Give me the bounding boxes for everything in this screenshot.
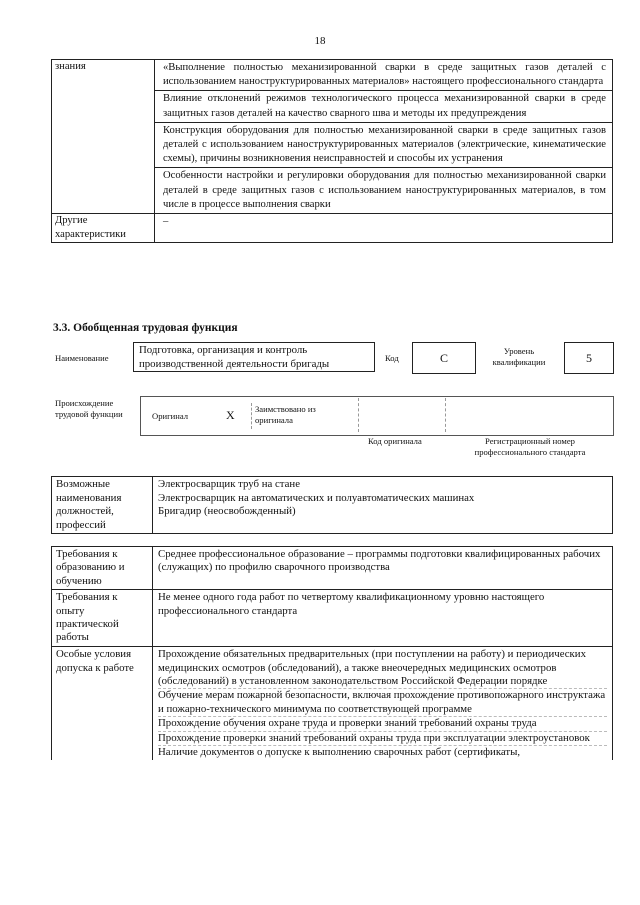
knowledge-item: Особенности настройки и регулировки оборудования для полностью механизированной сварки деталей в среде защитных газов с использованием наноструктурированных материалов, в том числе в процессе выполнения сварки	[155, 168, 613, 214]
positions-list	[153, 477, 613, 534]
level-label: Уровень квалификации	[492, 346, 546, 367]
registration-caption: Регистрационный номер профессионального стандарта	[474, 436, 586, 457]
list-item: Прохождение обучения охране труда и проверки знаний требований охраны труда	[158, 717, 607, 731]
divider	[358, 398, 359, 432]
other-characteristics-label: Другие характеристики	[52, 214, 155, 243]
knowledge-item: «Выполнение полностью механизированной сварки в среде защитных газов деталей с использованием наноструктурированных материалов» настоящего профессионального стандарта	[155, 60, 613, 91]
list-item: Прохождение проверки знаний требований охраны труда при эксплуатации электроустановок	[158, 732, 607, 746]
conditions-list	[153, 647, 613, 761]
code-value: С	[439, 351, 448, 365]
table-row	[52, 60, 613, 91]
original-mark: Х	[226, 408, 235, 422]
other-characteristics-value: –	[155, 214, 613, 243]
table-row	[52, 214, 613, 243]
list-item: Обучение мерам пожарной безопасности, включая прохождение противопожарного инструктажа и пожарно-технического минимума по соответствующей программе	[158, 689, 607, 717]
education-text: Среднее профессиональное образование – программы подготовки квалифицированных рабочих (служащих) по профилю сварочного производства	[153, 547, 613, 590]
list-item: Бригадир (неосвобожденный)	[158, 505, 296, 517]
list-item: Электросварщик на автоматических и полуавтоматических машинах	[158, 491, 475, 504]
divider	[445, 398, 446, 432]
table-row	[52, 647, 613, 761]
experience-label: Требования к опыту практической работы	[52, 590, 153, 647]
list-item: Прохождение обязательных предварительных (при поступлении на работу) и периодических медицинских осмотров (обследований), а также внеочередных медицинских осмотров (обследований) в установленном законодательством Российской Федерации порядке	[158, 648, 607, 689]
knowledge-label: знания	[52, 60, 155, 214]
original-label: Оригинал	[152, 411, 189, 421]
name-label: Наименование	[55, 353, 109, 363]
section-title: 3.3. Обобщенная трудовая функция	[53, 322, 238, 334]
requirements-table	[51, 546, 613, 760]
positions-table	[51, 476, 613, 534]
list-item: Электросварщик труб на стане	[158, 478, 300, 490]
borrowed-label: Заимствовано из оригинала	[255, 404, 316, 425]
knowledge-item: Влияние отклонений режимов технологического процесса механизированной сварки в среде защитных газов деталей на качество сварного шва и методы их предупреждения	[155, 91, 613, 122]
code-original-caption: Код оригинала	[368, 436, 422, 446]
education-label: Требования к образованию и обучению	[52, 547, 153, 590]
table-row	[52, 590, 613, 647]
level-box	[564, 342, 614, 374]
origin-box	[140, 396, 614, 436]
divider	[251, 403, 252, 429]
table-row	[52, 477, 613, 534]
code-box	[412, 342, 476, 374]
page-number: 18	[314, 35, 326, 47]
function-name-value: Подготовка, организация и контроль производственной деятельности бригады	[139, 344, 330, 370]
experience-text: Не менее одного года работ по четвертому квалификационному уровню настоящего профессионального стандарта	[153, 590, 613, 647]
level-value: 5	[586, 351, 592, 365]
table-row	[52, 547, 613, 590]
list-item: Наличие документов о допуске к выполнению сварочных работ (сертификаты,	[158, 746, 521, 759]
positions-label: Возможные наименования должностей, профессий	[52, 477, 153, 534]
knowledge-table	[51, 59, 613, 243]
function-name-box	[133, 342, 375, 372]
conditions-label: Особые условия допуска к работе	[52, 647, 153, 761]
code-label: Код	[385, 353, 399, 363]
origin-label: Происхождение трудовой функции	[55, 398, 123, 419]
knowledge-item: Конструкция оборудования для полностью механизированной сварки в среде защитных газов деталей с использованием наноструктурированных материалов (электрические, кинематические схемы), причины возникновения неисправностей и способы их устранения	[155, 122, 613, 168]
